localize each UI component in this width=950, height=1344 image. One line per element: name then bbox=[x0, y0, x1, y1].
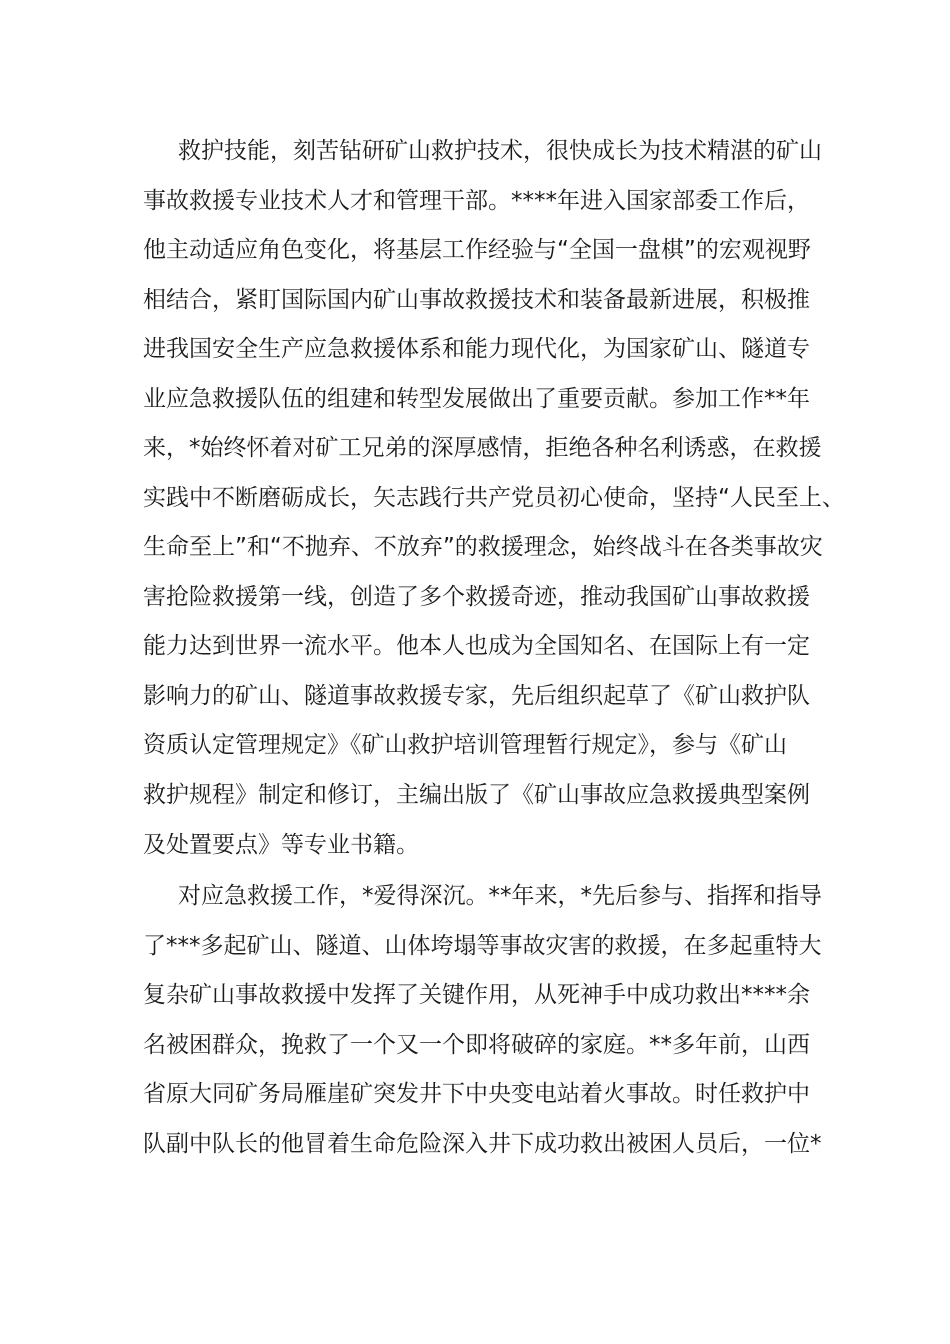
text-line: 进我国安全生产应急救援体系和能力现代化，为国家矿山、隧道专 bbox=[143, 336, 810, 362]
text-line: 能力达到世界一流水平。他本人也成为全国知名、在国际上有一定 bbox=[143, 633, 810, 659]
text-line: 事故救援专业技术人才和管理干部。****年进入国家部委工作后， bbox=[143, 188, 810, 214]
text-line: 救护技能，刻苦钻研矿山救护技术，很快成长为技术精湛的矿山 bbox=[178, 138, 822, 164]
text-line: 复杂矿山事故救援中发挥了关键作用，从死神手中成功救出****余 bbox=[143, 982, 810, 1008]
text-line: 名被困群众，挽救了一个又一个即将破碎的家庭。**多年前，山西 bbox=[143, 1032, 810, 1058]
text-line: 实践中不断磨砺成长，矢志践行共产党员初心使命，坚持“人民至上、 bbox=[143, 485, 845, 511]
text-line: 对应急救援工作，*爱得深沉。**年来，*先后参与、指挥和指导 bbox=[178, 883, 822, 909]
text-line: 资质认定管理规定》《矿山救护培训管理暂行规定》，参与《矿山 bbox=[143, 732, 787, 758]
text-line: 队副中队长的他冒着生命危险深入井下成功救出被困人员后，一位* bbox=[143, 1131, 822, 1157]
text-line: 影响力的矿山、隧道事故救援专家，先后组织起草了《矿山救护队 bbox=[143, 683, 810, 709]
text-line: 来，*始终怀着对矿工兄弟的深厚感情，拒绝各种名利诱惑，在救援 bbox=[143, 435, 822, 461]
text-line: 害抢险救援第一线，创造了多个救援奇迹，推动我国矿山事故救援 bbox=[143, 584, 810, 610]
text-line: 救护规程》制定和修订，主编出版了《矿山事故应急救援典型案例 bbox=[143, 782, 810, 808]
text-line: 了***多起矿山、隧道、山体垮塌等事故灾害的救援，在多起重特大 bbox=[143, 933, 822, 959]
text-line: 相结合，紧盯国际国内矿山事故救援技术和装备最新进展，积极推 bbox=[143, 287, 810, 313]
text-line: 生命至上”和“不抛弃、不放弃”的救援理念，始终战斗在各类事故灾 bbox=[143, 534, 823, 560]
text-line: 省原大同矿务局雁崖矿突发井下中央变电站着火事故。时任救护中 bbox=[143, 1081, 810, 1107]
text-line: 及处置要点》等专业书籍。 bbox=[143, 832, 419, 858]
text-line: 业应急救援队伍的组建和转型发展做出了重要贡献。参加工作**年 bbox=[143, 386, 810, 412]
text-line: 他主动适应角色变化，将基层工作经验与“全国一盘棋”的宏观视野 bbox=[143, 237, 811, 263]
